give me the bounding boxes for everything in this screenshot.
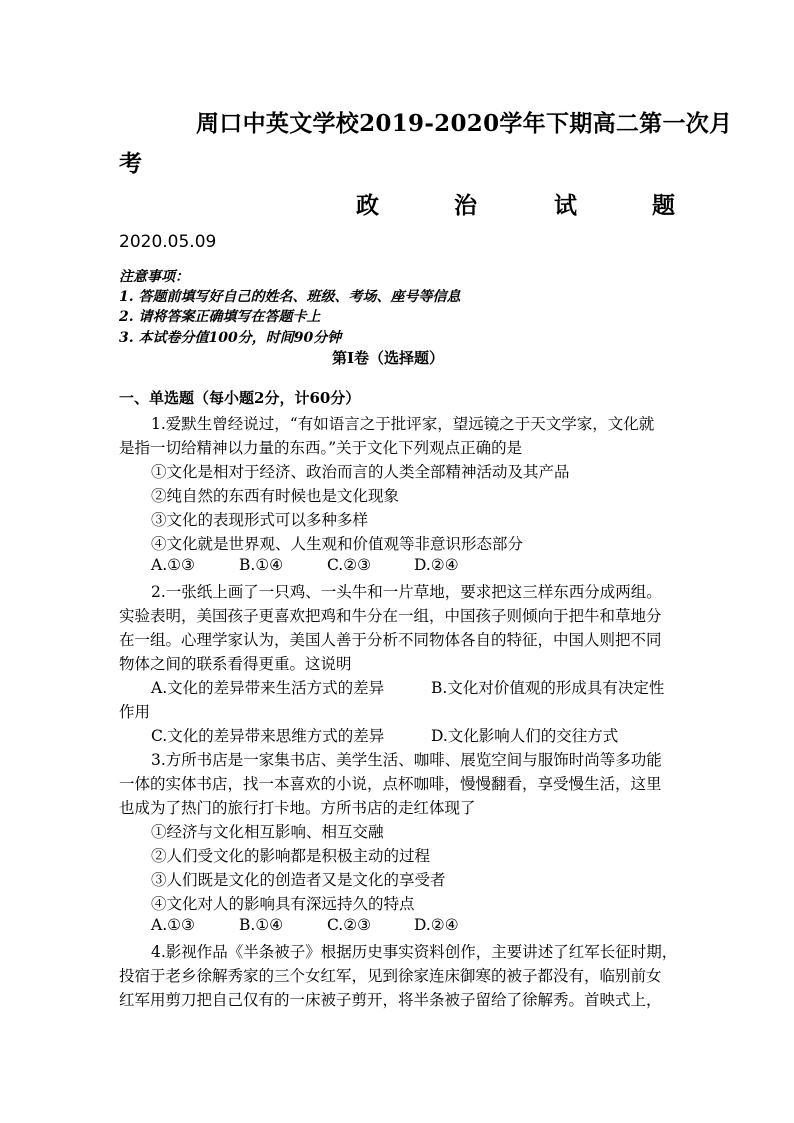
q1-choice-a: A.①③ xyxy=(151,556,195,574)
q3-stem-line2: 一体的实体书店，找一本喜欢的小说，点杯咖啡，慢慢翻看，享受慢生活，这里 xyxy=(119,775,662,793)
q3-item-4: ④文化对人的影响具有深远持久的特点 xyxy=(151,895,415,913)
q4-stem-line2: 投宿于老乡徐解秀家的三个女红军，见到徐家连床御寒的被子都没有，临别前女 xyxy=(119,967,662,985)
q1-choice-d: D.②④ xyxy=(414,556,459,574)
q1-item-2: ②纯自然的东西有时候也是文化现象 xyxy=(151,487,400,505)
q3-choice-d: D.②④ xyxy=(414,916,459,934)
q1-choice-c: C.②③ xyxy=(327,556,372,574)
exam-title-line2: 考 xyxy=(119,150,142,177)
q3-item-3: ③人们既是文化的创造者又是文化的享受者 xyxy=(151,871,446,889)
q2-stem-line4: 物体之间的联系看得更重。这说明 xyxy=(119,655,352,673)
q3-stem-line3: 也成为了热门的旅行打卡地。方所书店的走红体现了 xyxy=(119,799,476,817)
exam-date: 2020.05.09 xyxy=(119,232,217,252)
note-item-1: 1. 答题前填写好自己的姓名、班级、考场、座号等信息 xyxy=(119,289,461,305)
exam-title-line1: 周口中英文学校2019-2020学年下期高二第一次月 xyxy=(196,110,733,137)
q2-stem-line2: 实验表明，美国孩子更喜欢把鸡和牛分在一组，中国孩子则倾向于把牛和草地分 xyxy=(119,607,662,625)
subject-char-4: 题 xyxy=(652,192,675,219)
note-item-3: 3. 本试卷分值100分，时间90分钟 xyxy=(119,330,342,346)
section-title: 一、单选题（每小题2分，计60分） xyxy=(119,389,361,407)
q2-option-b: B.文化对价值观的形成具有决定性 xyxy=(431,679,665,697)
q3-choice-c: C.②③ xyxy=(327,916,372,934)
subject-char-2: 治 xyxy=(454,192,477,219)
q1-item-4: ④文化就是世界观、人生观和价值观等非意识形态部分 xyxy=(151,535,524,553)
q2-option-c: C.文化的差异带来思维方式的差异 xyxy=(151,727,385,745)
subject-char-1: 政 xyxy=(356,192,379,219)
q1-item-1: ①文化是相对于经济、政治而言的人类全部精神活动及其产品 xyxy=(151,463,570,481)
q1-stem-line2: 是指一切给精神以力量的东西。”关于文化下列观点正确的是 xyxy=(119,439,523,457)
part-title: 第I卷（选择题） xyxy=(332,349,445,367)
q2-stem-line3: 在一组。心理学家认为，美国人善于分析不同物体各自的特征，中国人则把不同 xyxy=(119,631,662,649)
q3-stem-line1: 3.方所书店是一家集书店、美学生活、咖啡、展览空间与服饰时尚等多功能 xyxy=(151,751,662,769)
q3-choice-b: B.①④ xyxy=(239,916,284,934)
q2-option-a: A.文化的差异带来生活方式的差异 xyxy=(151,679,385,697)
q4-stem-line1: 4.影视作品《半条被子》根据历史事实资料创作，主要讲述了红军长征时期， xyxy=(151,943,678,961)
q3-item-2: ②人们受文化的影响都是积极主动的过程 xyxy=(151,847,431,865)
subject-char-3: 试 xyxy=(554,192,577,219)
q4-stem-line3: 红军用剪刀把自己仅有的一床被子剪开，将半条被子留给了徐解秀。首映式上， xyxy=(119,991,662,1009)
q1-choice-b: B.①④ xyxy=(239,556,284,574)
q3-item-1: ①经济与文化相互影响、相互交融 xyxy=(151,823,384,841)
notes-heading: 注意事项： xyxy=(119,269,189,285)
q1-item-3: ③文化的表现形式可以多种多样 xyxy=(151,511,369,529)
q2-option-b-continued: 作用 xyxy=(119,703,151,721)
note-item-2: 2. 请将答案正确填写在答题卡上 xyxy=(119,309,321,325)
q2-option-d: D.文化影响人们的交往方式 xyxy=(431,727,619,745)
q2-stem-line1: 2.一张纸上画了一只鸡、一头牛和一片草地，要求把这三样东西分成两组。 xyxy=(151,583,662,601)
q1-stem-line1: 1.爱默生曾经说过，“有如语言之于批评家，望远镜之于天文学家，文化就 xyxy=(151,415,655,433)
q3-choice-a: A.①③ xyxy=(151,916,195,934)
